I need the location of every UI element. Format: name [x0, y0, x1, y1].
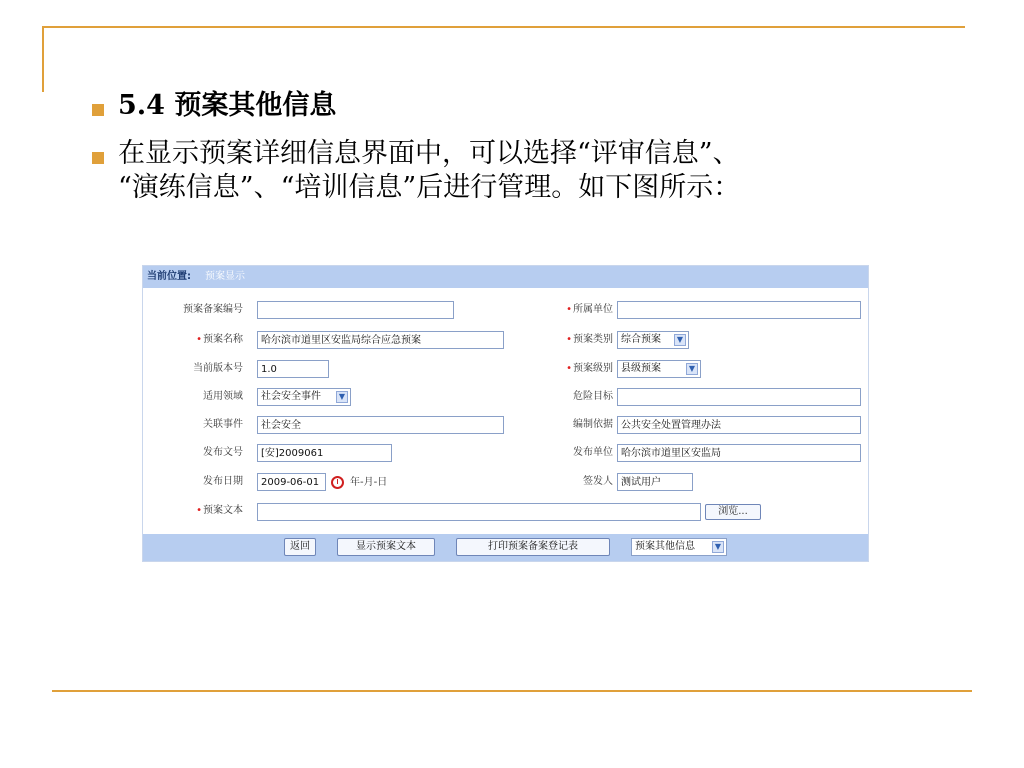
plan-text-label: • 预案文本	[143, 500, 243, 522]
other-info-select-value: 预案其他信息	[635, 541, 695, 552]
plan-detail-form	[142, 265, 869, 562]
print-registration-button[interactable]: 打印预案备案登记表	[456, 538, 610, 556]
browse-button[interactable]: 浏览...	[705, 504, 761, 520]
domain-select-value: 社会安全事件	[261, 391, 321, 402]
slide-body-line2: “演练信息”、“培训信息”后进行管理。如下图所示：	[118, 172, 741, 203]
other-info-select[interactable]	[631, 538, 727, 556]
category-label: • 预案类别	[513, 329, 613, 351]
plan-text-file-field[interactable]	[257, 503, 701, 521]
basis-label: 编制依据	[573, 419, 613, 430]
category-select-value: 综合预案	[621, 334, 661, 345]
domain-label: 适用领域	[203, 391, 243, 402]
related-event-label: 关联事件	[203, 419, 243, 430]
form-footer-bar	[143, 534, 868, 561]
slide-body-line1: 在显示预案详细信息界面中，可以选择“评审信息”、	[118, 138, 740, 169]
chevron-down-icon[interactable]: ▼	[686, 363, 698, 375]
basis-field[interactable]: 公共安全处置管理办法	[617, 416, 861, 434]
doc-no-label: 发布文号	[203, 447, 243, 458]
unit-label: • 所属单位	[513, 299, 613, 321]
pub-unit-label: 发布单位	[573, 447, 613, 458]
top-rule	[44, 26, 965, 28]
breadcrumb-label: 当前位置:	[147, 271, 191, 282]
back-button[interactable]: 返回	[284, 538, 316, 556]
chevron-down-icon[interactable]: ▼	[336, 391, 348, 403]
pub-date-field[interactable]: 2009-06-01	[257, 473, 326, 491]
level-select-value: 县级预案	[621, 363, 661, 374]
pub-unit-field[interactable]: 哈尔滨市道里区安监局	[617, 444, 861, 462]
version-label: 当前版本号	[193, 363, 243, 374]
issuer-field[interactable]: 测试用户	[617, 473, 693, 491]
plan-name-label: • 预案名称	[143, 329, 243, 351]
chevron-down-icon[interactable]: ▼	[674, 334, 686, 346]
domain-select[interactable]	[257, 388, 351, 406]
chevron-down-icon[interactable]: ▼	[712, 541, 724, 553]
related-event-field[interactable]: 社会安全	[257, 416, 504, 434]
date-format-hint: 年-月-日	[350, 477, 388, 488]
plan-name-field[interactable]: 哈尔滨市道里区安监局综合应急预案	[257, 331, 504, 349]
left-rule	[42, 26, 44, 92]
level-select[interactable]	[617, 360, 701, 378]
slide-heading: 5.4 预案其他信息	[118, 90, 337, 121]
risk-target-field[interactable]	[617, 388, 861, 406]
doc-no-field[interactable]: [安]2009061	[257, 444, 392, 462]
record-no-field[interactable]	[257, 301, 454, 319]
pub-date-label: 发布日期	[203, 476, 243, 487]
bottom-rule	[52, 690, 972, 692]
bullet-icon	[92, 152, 104, 164]
show-plan-text-button[interactable]: 显示预案文本	[337, 538, 435, 556]
form-header-bar	[143, 266, 868, 288]
breadcrumb-current[interactable]: 预案显示	[205, 271, 245, 282]
risk-target-label: 危险目标	[573, 391, 613, 402]
issuer-label: 签发人	[583, 476, 613, 487]
unit-field[interactable]	[617, 301, 861, 319]
record-no-label: 预案备案编号	[183, 304, 243, 315]
bullet-icon	[92, 104, 104, 116]
level-label: • 预案级别	[513, 358, 613, 380]
version-field[interactable]: 1.0	[257, 360, 329, 378]
clock-icon[interactable]	[331, 476, 344, 489]
category-select[interactable]	[617, 331, 689, 349]
